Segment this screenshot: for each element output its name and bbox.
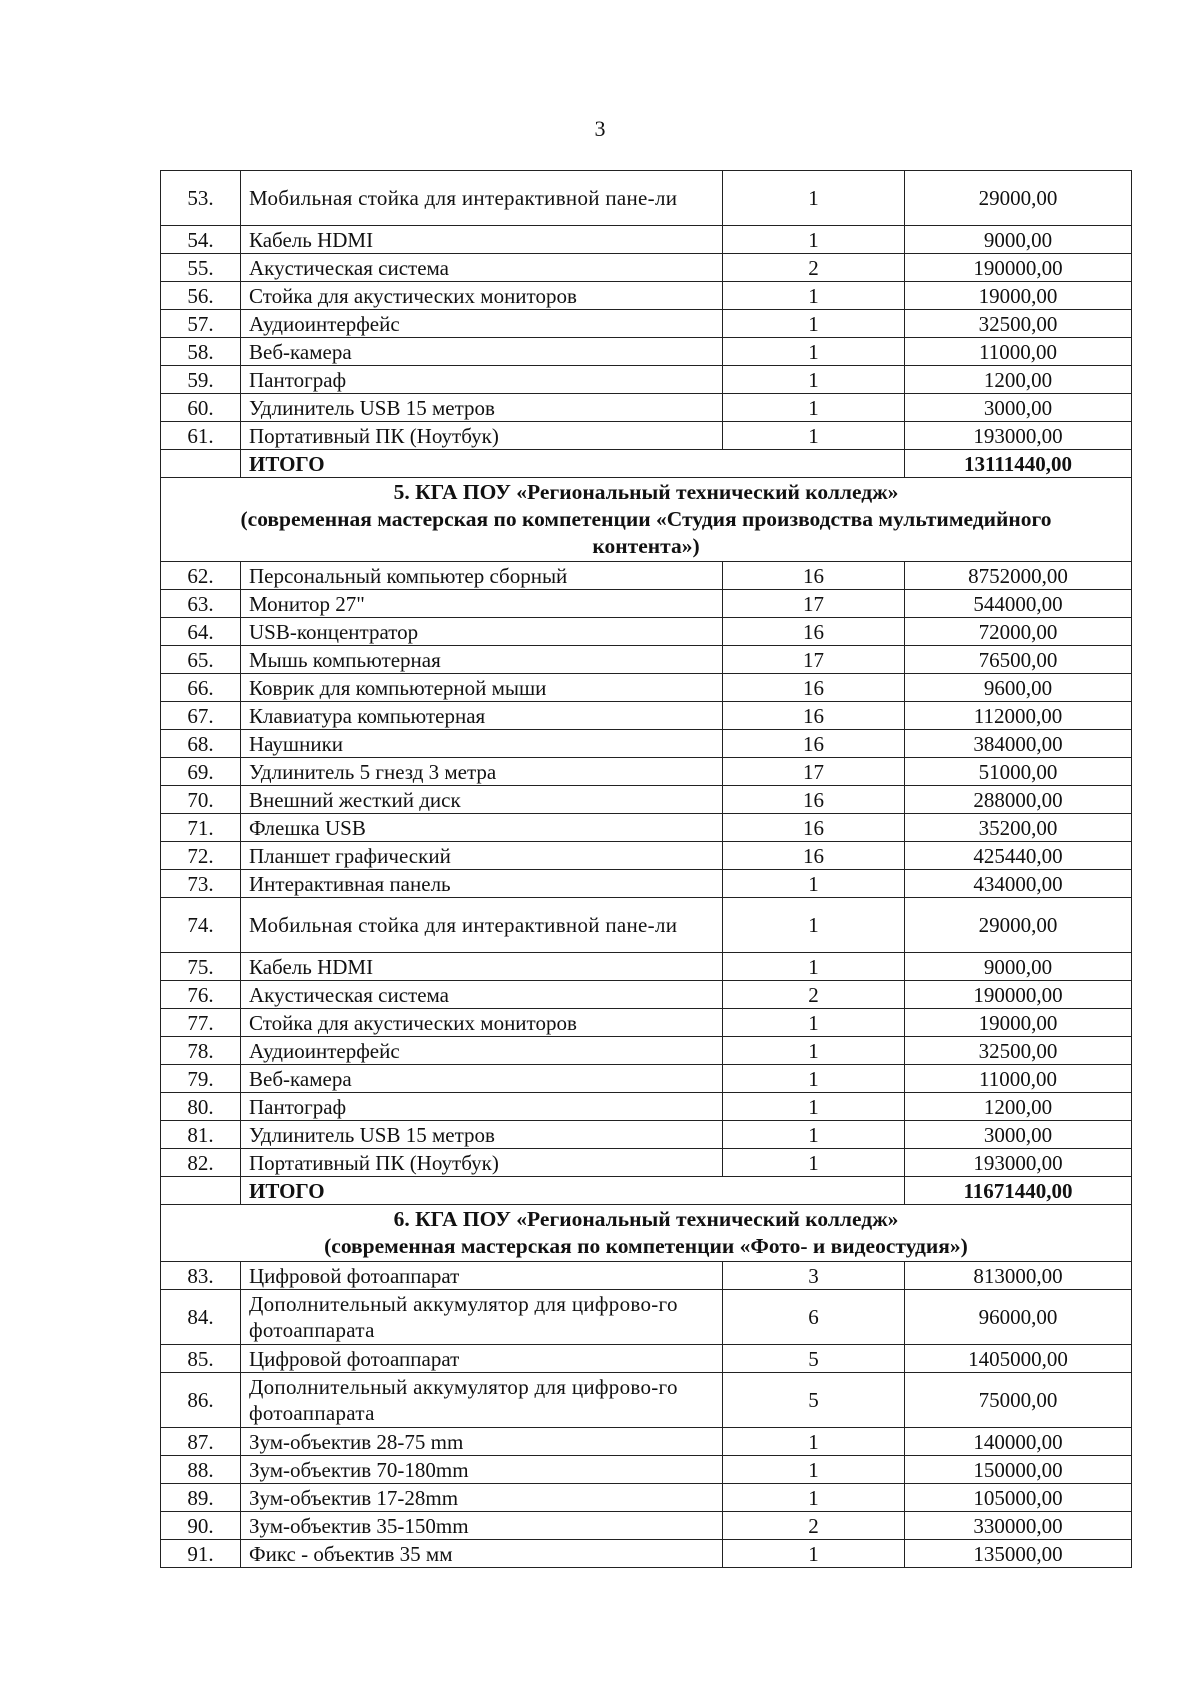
item-amount: 425440,00 [905,842,1132,870]
item-amount: 1405000,00 [905,1345,1132,1373]
item-amount: 11000,00 [905,1065,1132,1093]
table-row [161,254,1132,282]
item-name: Фикс - объектив 35 мм [241,1540,723,1568]
item-amount: 75000,00 [905,1373,1132,1428]
table-row [161,422,1132,450]
table-row [161,310,1132,338]
item-quantity: 1 [723,1428,905,1456]
item-amount: 112000,00 [905,702,1132,730]
row-number: 58. [161,338,241,366]
item-amount: 72000,00 [905,618,1132,646]
item-name: Удлинитель 5 гнезд 3 метра [241,758,723,786]
item-amount: 544000,00 [905,590,1132,618]
item-quantity: 17 [723,590,905,618]
item-name: Клавиатура компьютерная [241,702,723,730]
item-name: Цифровой фотоаппарат [241,1262,723,1290]
row-number: 90. [161,1512,241,1540]
item-amount: 105000,00 [905,1484,1132,1512]
item-quantity: 1 [723,1065,905,1093]
item-quantity: 1 [723,282,905,310]
row-number: 89. [161,1484,241,1512]
item-amount: 76500,00 [905,646,1132,674]
item-name: Удлинитель USB 15 метров [241,394,723,422]
item-name: Наушники [241,730,723,758]
item-name: Веб-камера [241,1065,723,1093]
section-heading [161,478,1132,562]
table-row [161,1484,1132,1512]
total-label: ИТОГО [241,450,905,478]
item-amount: 193000,00 [905,422,1132,450]
table-row [161,338,1132,366]
item-amount: 288000,00 [905,786,1132,814]
table-row [161,1512,1132,1540]
row-number: 84. [161,1290,241,1345]
item-amount: 135000,00 [905,1540,1132,1568]
section-heading-line: (современная мастерская по компетенции «Студия производства мультимедийного [240,507,1052,531]
item-name: Пантограф [241,366,723,394]
table-row [161,1009,1132,1037]
table-row [161,1456,1132,1484]
table-row [161,1065,1132,1093]
row-number: 85. [161,1345,241,1373]
row-number: 66. [161,674,241,702]
item-name: Мобильная стойка для интерактивной пане-ли [241,898,723,953]
row-number: 80. [161,1093,241,1121]
item-amount: 384000,00 [905,730,1132,758]
row-number: 59. [161,366,241,394]
item-quantity: 1 [723,422,905,450]
item-quantity: 17 [723,646,905,674]
row-number: 87. [161,1428,241,1456]
table-row [161,282,1132,310]
table-row [161,618,1132,646]
item-quantity: 1 [723,366,905,394]
row-number: 81. [161,1121,241,1149]
table-row [161,1093,1132,1121]
item-name: Аудиоинтерфейс [241,1037,723,1065]
item-name: Акустическая система [241,981,723,1009]
item-quantity: 16 [723,618,905,646]
total-amount: 11671440,00 [905,1177,1132,1205]
table-row [161,646,1132,674]
item-amount: 3000,00 [905,394,1132,422]
item-quantity: 2 [723,1512,905,1540]
item-quantity: 16 [723,674,905,702]
table-row [161,953,1132,981]
item-amount: 11000,00 [905,338,1132,366]
item-name: Зум-объектив 28-75 mm [241,1428,723,1456]
equipment-table [160,170,1132,1568]
item-amount: 96000,00 [905,1290,1132,1345]
item-quantity: 16 [723,814,905,842]
item-amount: 29000,00 [905,171,1132,226]
item-quantity: 1 [723,1093,905,1121]
item-name: Портативный ПК (Ноутбук) [241,1149,723,1177]
section-heading-line: (современная мастерская по компетенции «Фото- и видеостудия») [324,1234,968,1258]
table-row [161,366,1132,394]
item-amount: 140000,00 [905,1428,1132,1456]
item-amount: 3000,00 [905,1121,1132,1149]
table-row [161,674,1132,702]
table-row [161,226,1132,254]
row-number: 65. [161,646,241,674]
item-name: USB-концентратор [241,618,723,646]
total-label: ИТОГО [241,1177,905,1205]
table-row [161,1540,1132,1568]
item-name: Стойка для акустических мониторов [241,1009,723,1037]
item-name: Веб-камера [241,338,723,366]
table-row [161,1373,1132,1428]
item-name: Портативный ПК (Ноутбук) [241,422,723,450]
item-quantity: 1 [723,898,905,953]
page-number: 3 [594,116,606,141]
item-amount: 813000,00 [905,1262,1132,1290]
item-amount: 9000,00 [905,953,1132,981]
row-number: 88. [161,1456,241,1484]
table-row [161,562,1132,590]
row-number: 83. [161,1262,241,1290]
item-amount: 35200,00 [905,814,1132,842]
item-name: Мобильная стойка для интерактивной пане-ли [241,171,723,226]
table-row [161,1121,1132,1149]
item-quantity: 1 [723,338,905,366]
item-quantity: 2 [723,254,905,282]
item-quantity: 6 [723,1290,905,1345]
row-number: 56. [161,282,241,310]
item-name: Зум-объектив 35-150mm [241,1512,723,1540]
item-quantity: 1 [723,171,905,226]
row-number: 91. [161,1540,241,1568]
total-row [161,1177,1132,1205]
item-name: Планшет графический [241,842,723,870]
item-quantity: 3 [723,1262,905,1290]
section-heading-row [161,478,1132,562]
item-name: Внешний жесткий диск [241,786,723,814]
section-heading-line: контента») [592,534,700,558]
table-row [161,171,1132,226]
item-quantity: 1 [723,1540,905,1568]
row-number: 55. [161,254,241,282]
row-number: 74. [161,898,241,953]
item-quantity: 16 [723,842,905,870]
item-name: Флешка USB [241,814,723,842]
item-quantity: 17 [723,758,905,786]
table-row [161,1262,1132,1290]
item-name: Кабель HDMI [241,953,723,981]
table-row [161,814,1132,842]
row-number: 60. [161,394,241,422]
row-number: 79. [161,1065,241,1093]
row-number: 53. [161,171,241,226]
row-number: 62. [161,562,241,590]
item-quantity: 1 [723,394,905,422]
row-number: 77. [161,1009,241,1037]
item-name: Дополнительный аккумулятор для цифрово-го фотоаппарата [241,1290,723,1345]
table-row [161,702,1132,730]
item-quantity: 16 [723,562,905,590]
row-number: 71. [161,814,241,842]
row-number: 54. [161,226,241,254]
table-row [161,1345,1132,1373]
table-row [161,1290,1132,1345]
item-quantity: 1 [723,1121,905,1149]
item-quantity: 2 [723,981,905,1009]
item-quantity: 16 [723,730,905,758]
row-number: 57. [161,310,241,338]
row-number: 75. [161,953,241,981]
table-row [161,786,1132,814]
item-name: Дополнительный аккумулятор для цифрово-го фотоаппарата [241,1373,723,1428]
row-number: 73. [161,870,241,898]
item-amount: 190000,00 [905,254,1132,282]
item-name: Монитор 27" [241,590,723,618]
item-amount: 193000,00 [905,1149,1132,1177]
table-row [161,730,1132,758]
table-row [161,1149,1132,1177]
item-amount: 51000,00 [905,758,1132,786]
item-amount: 32500,00 [905,310,1132,338]
item-name: Зум-объектив 17-28mm [241,1484,723,1512]
item-amount: 19000,00 [905,1009,1132,1037]
section-heading-line: 6. КГА ПОУ «Региональный технический колледж» [393,1207,899,1231]
item-name: Удлинитель USB 15 метров [241,1121,723,1149]
total-amount: 13111440,00 [905,450,1132,478]
row-number: 68. [161,730,241,758]
row-number: 72. [161,842,241,870]
item-name: Акустическая система [241,254,723,282]
item-name: Зум-объектив 70-180mm [241,1456,723,1484]
row-number: 67. [161,702,241,730]
item-quantity: 1 [723,226,905,254]
table-row [161,842,1132,870]
item-amount: 330000,00 [905,1512,1132,1540]
item-name: Цифровой фотоаппарат [241,1345,723,1373]
item-amount: 1200,00 [905,366,1132,394]
row-number: 82. [161,1149,241,1177]
item-name: Интерактивная панель [241,870,723,898]
section-heading [161,1205,1132,1262]
item-quantity: 1 [723,870,905,898]
row-number: 78. [161,1037,241,1065]
table-row [161,981,1132,1009]
row-number: 70. [161,786,241,814]
item-amount: 190000,00 [905,981,1132,1009]
table-body [161,171,1132,1568]
item-amount: 32500,00 [905,1037,1132,1065]
item-name: Стойка для акустических мониторов [241,282,723,310]
item-quantity: 1 [723,1484,905,1512]
item-amount: 9600,00 [905,674,1132,702]
item-name: Кабель HDMI [241,226,723,254]
section-heading-line: 5. КГА ПОУ «Региональный технический колледж» [393,480,899,504]
item-amount: 8752000,00 [905,562,1132,590]
table-row [161,590,1132,618]
item-amount: 150000,00 [905,1456,1132,1484]
total-row [161,450,1132,478]
item-amount: 29000,00 [905,898,1132,953]
row-number: 86. [161,1373,241,1428]
item-quantity: 5 [723,1345,905,1373]
item-name: Аудиоинтерфейс [241,310,723,338]
item-quantity: 1 [723,1009,905,1037]
total-number-cell [161,450,241,478]
table-row [161,870,1132,898]
item-quantity: 16 [723,786,905,814]
item-amount: 9000,00 [905,226,1132,254]
row-number: 64. [161,618,241,646]
row-number: 63. [161,590,241,618]
row-number: 69. [161,758,241,786]
item-name: Пантограф [241,1093,723,1121]
item-name: Персональный компьютер сборный [241,562,723,590]
row-number: 61. [161,422,241,450]
total-number-cell [161,1177,241,1205]
section-heading-row [161,1205,1132,1262]
table-row [161,394,1132,422]
table-row [161,898,1132,953]
item-quantity: 1 [723,310,905,338]
item-amount: 434000,00 [905,870,1132,898]
table-row [161,1037,1132,1065]
item-name: Коврик для компьютерной мыши [241,674,723,702]
item-quantity: 1 [723,1037,905,1065]
item-quantity: 1 [723,1149,905,1177]
item-name: Мышь компьютерная [241,646,723,674]
item-quantity: 5 [723,1373,905,1428]
item-amount: 19000,00 [905,282,1132,310]
item-quantity: 1 [723,1456,905,1484]
item-amount: 1200,00 [905,1093,1132,1121]
item-quantity: 1 [723,953,905,981]
table-row [161,1428,1132,1456]
row-number: 76. [161,981,241,1009]
item-quantity: 16 [723,702,905,730]
table-row [161,758,1132,786]
